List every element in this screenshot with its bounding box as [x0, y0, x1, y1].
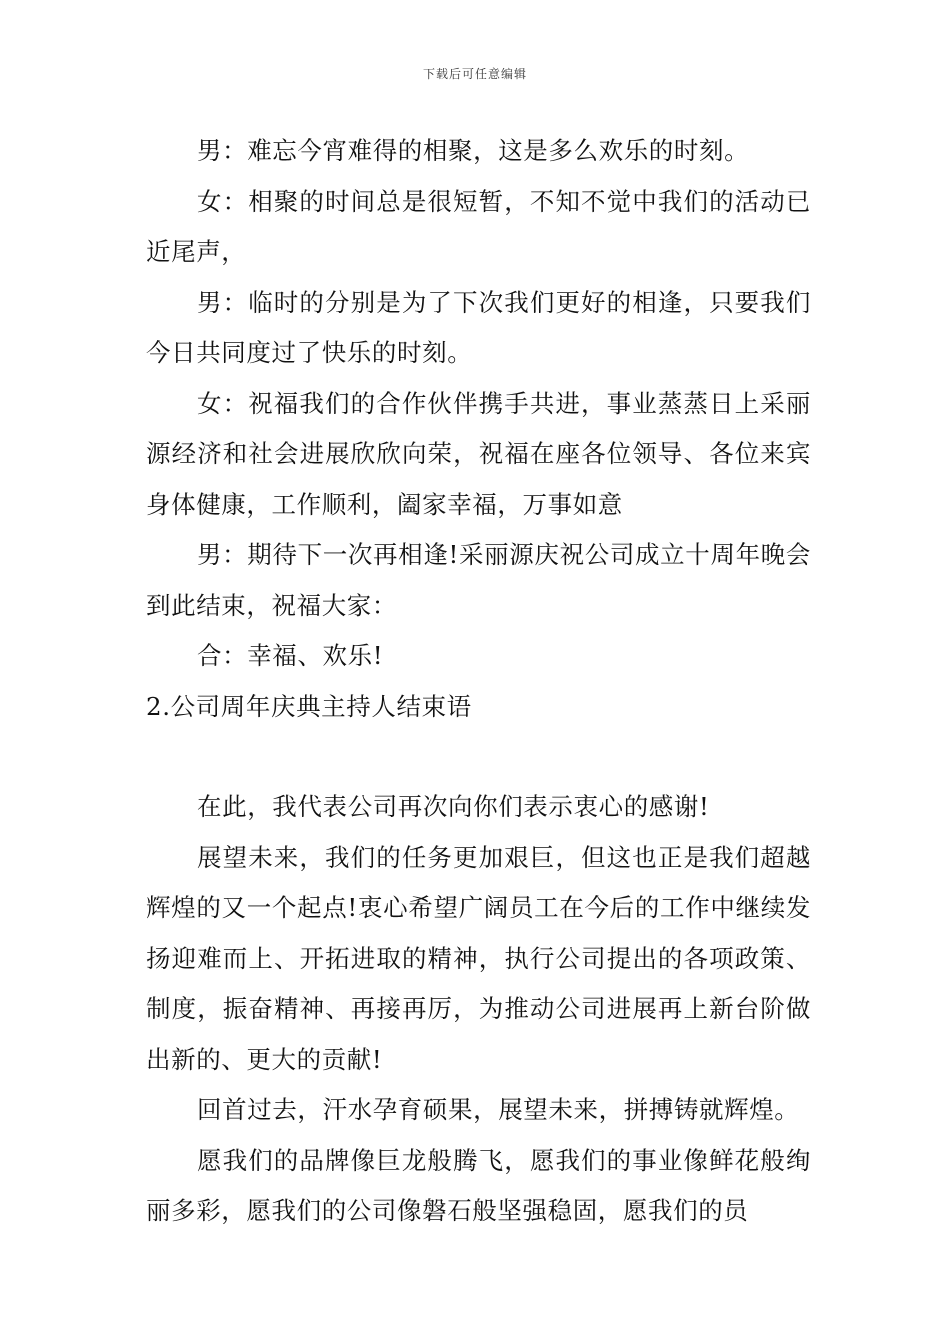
- dialogue-paragraph: 男：期待下一次再相逢!采丽源庆祝公司成立十周年晚会到此结束，祝福大家：: [146, 540, 811, 620]
- dialogue-paragraph: 女：祝福我们的合作伙伴携手共进，事业蒸蒸日上采丽源经济和社会进展欣欣向荣，祝福在座各位领导、各位来宾身体健康，工作顺利，阖家幸福，万事如意: [146, 388, 811, 519]
- closing-paragraph: 回首过去，汗水孕育硕果，展望未来，拼搏铸就辉煌。: [197, 1095, 800, 1124]
- closing-paragraph: 愿我们的品牌像巨龙般腾飞，愿我们的事业像鲜花般绚丽多彩，愿我们的公司像磐石般坚强稳固，愿我们的员: [146, 1145, 811, 1225]
- header-note: 下载后可任意编辑: [422, 67, 527, 81]
- dialogue-paragraph: 合：幸福、欢乐!: [197, 641, 384, 670]
- closing-paragraph: 展望未来，我们的任务更加艰巨，但这也正是我们超越辉煌的又一个起点!衷心希望广阔员工在今后的工作中继续发扬迎难而上、开拓进取的精神，执行公司提出的各项政策、制度，振奋精神、再接再厉，为推动公司进展再上新台阶做出新的、更大的贡献!: [146, 842, 811, 1074]
- dialogue-paragraph: 男：临时的分别是为了下次我们更好的相逢，只要我们今日共同度过了快乐的时刻。: [146, 287, 811, 367]
- blank-line: [146, 732, 811, 782]
- closing-paragraph: 在此，我代表公司再次向你们表示衷心的感谢!: [197, 792, 710, 821]
- dialogue-paragraph: 男：难忘今宵难得的相聚，这是多么欢乐的时刻。: [197, 136, 750, 165]
- section-heading: 2.公司周年庆典主持人结束语: [146, 691, 472, 721]
- document-body: [146, 126, 811, 1237]
- dialogue-paragraph: 女：相聚的时间总是很短暂，不知不觉中我们的活动已近尾声，: [146, 186, 811, 266]
